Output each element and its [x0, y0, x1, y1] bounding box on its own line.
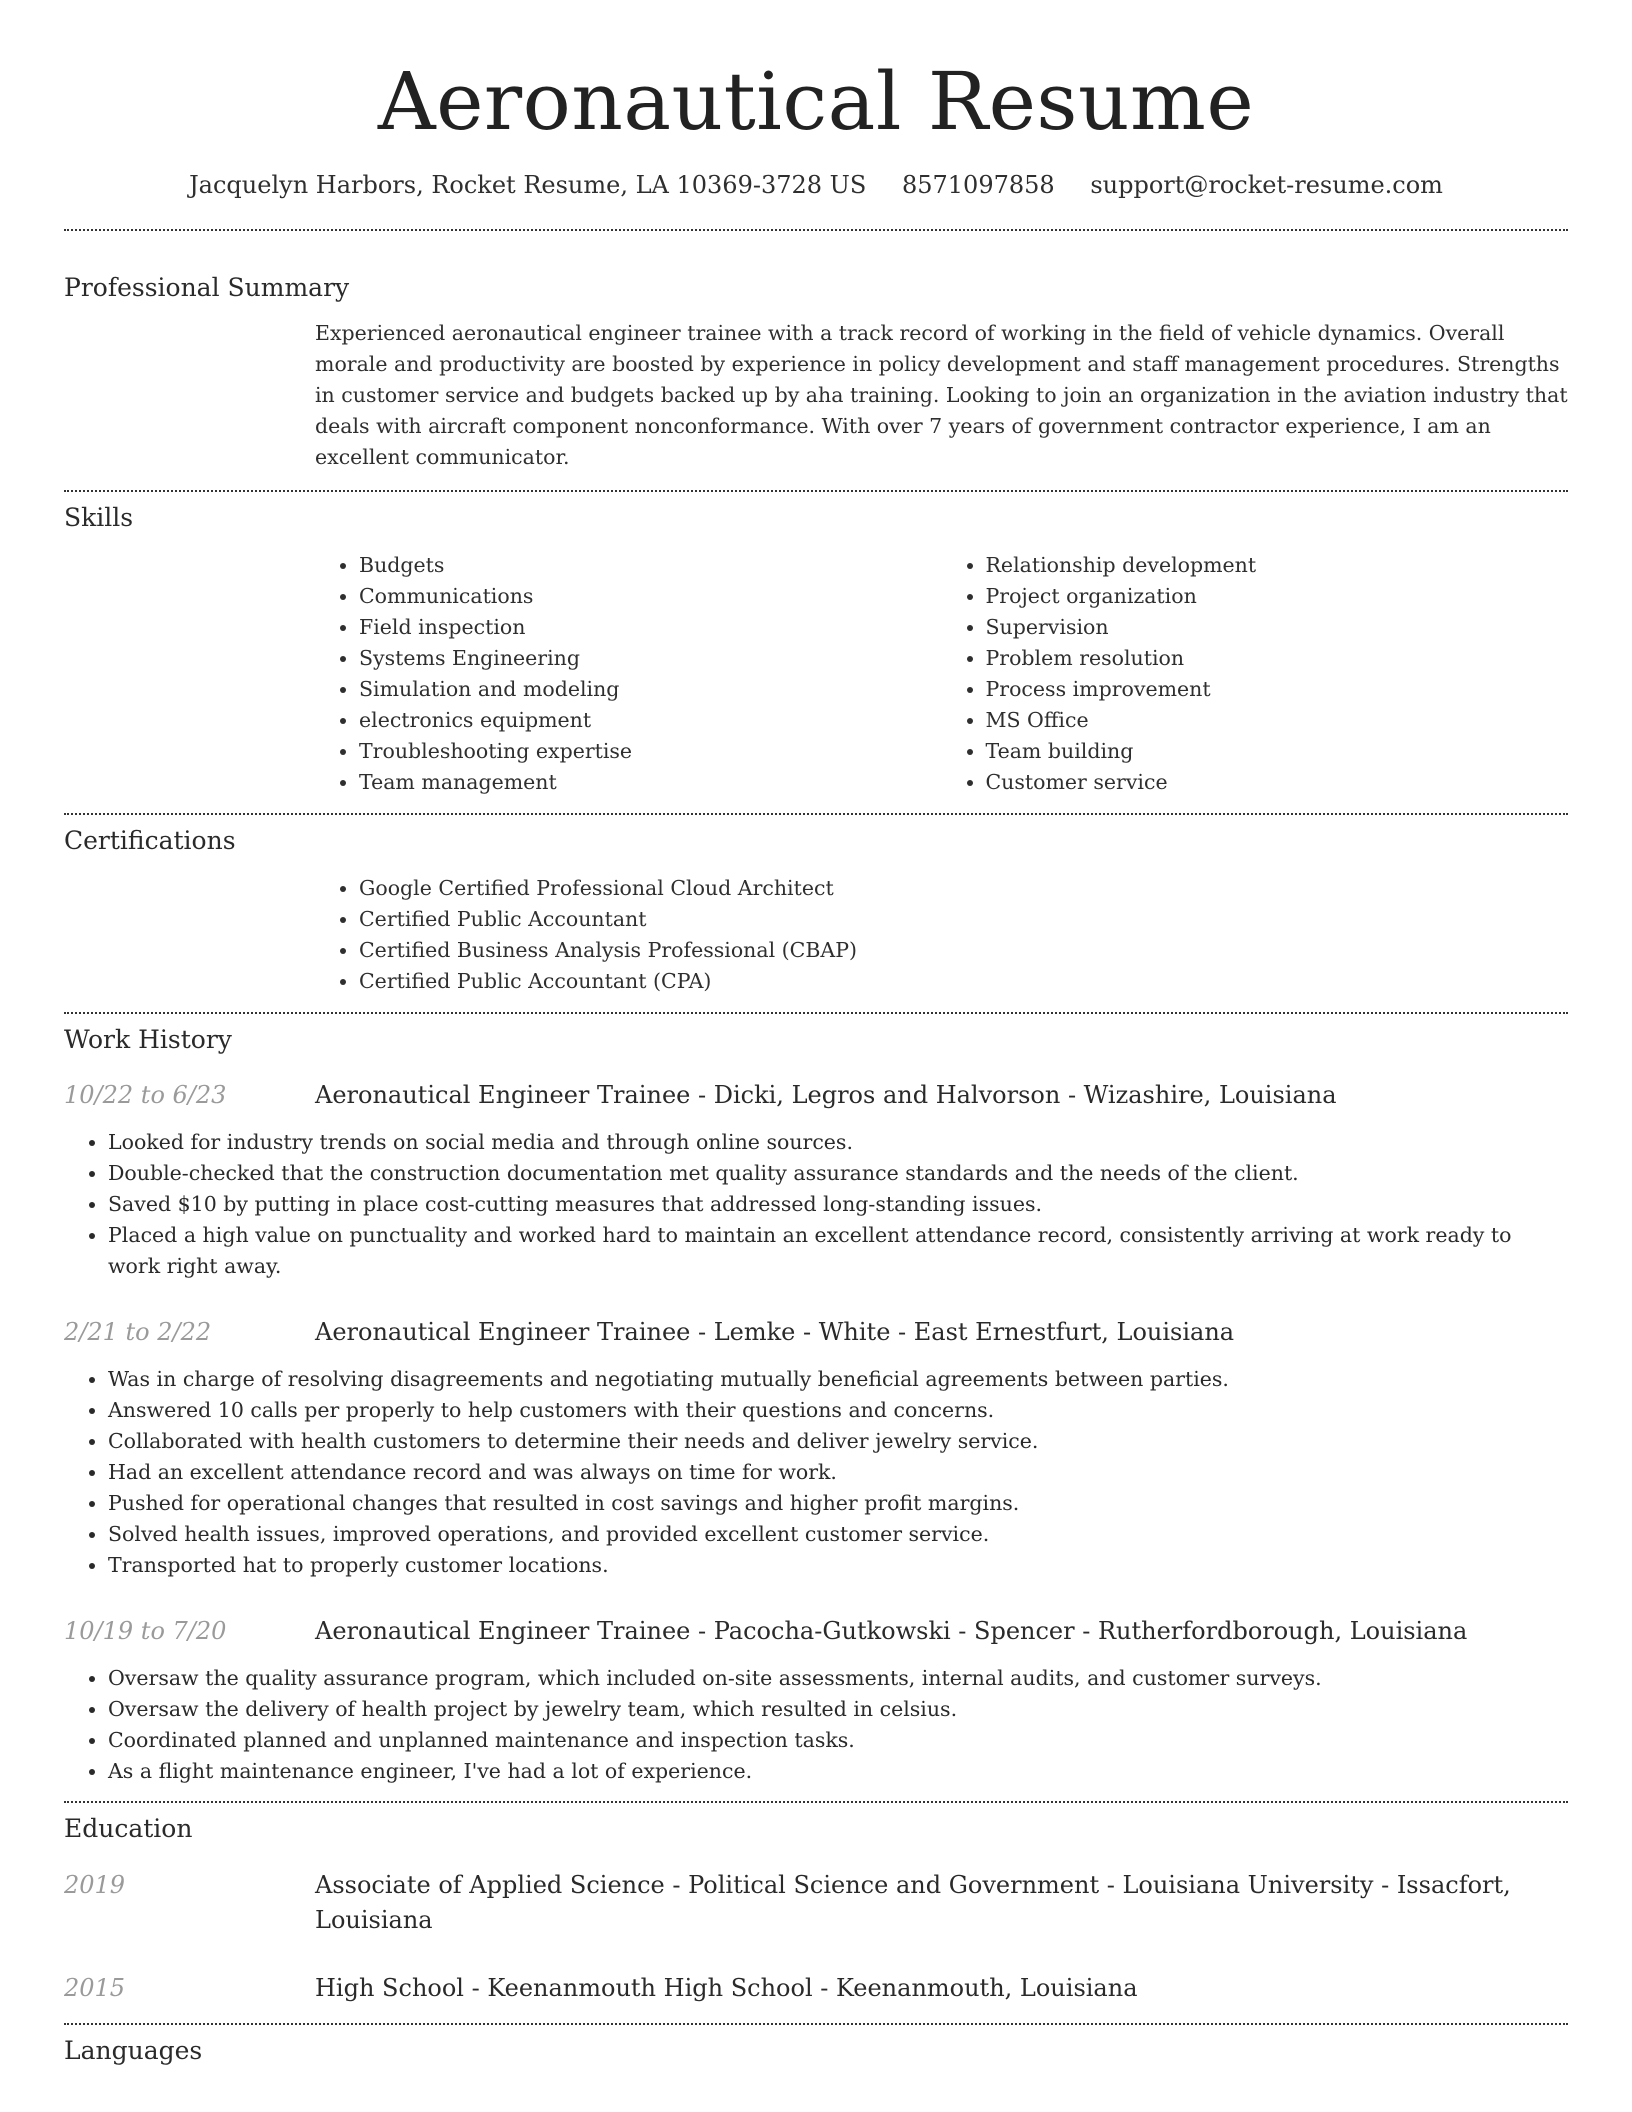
skill-item: • Process improvement	[986, 674, 1569, 705]
education-entry	[64, 1868, 1568, 1938]
skill-item: • Troubleshooting expertise	[359, 736, 942, 767]
skill-item: • Problem resolution	[986, 643, 1569, 674]
divider	[64, 229, 1568, 231]
contact-phone: 8571097858	[901, 171, 1055, 199]
work-bullet: • Oversaw the delivery of health project by jewelry team, which resulted in celsius.	[108, 1694, 1568, 1725]
skill-item: • Supervision	[986, 612, 1569, 643]
skill-item: • Systems Engineering	[359, 643, 942, 674]
work-date: 2/21 to 2/22	[64, 1318, 212, 1346]
skills-list-right	[942, 550, 1569, 798]
work-bullets	[64, 1127, 1568, 1282]
certification-item: • Google Certified Professional Cloud Architect	[359, 873, 1568, 904]
divider	[64, 2023, 1568, 2025]
work-bullet: • Double-checked that the construction documentation met quality assurance standards and the needs of the client.	[108, 1158, 1568, 1189]
skills-list-left	[315, 550, 942, 798]
section-title-work-history: Work History	[64, 1025, 232, 1054]
contact-line	[64, 170, 1568, 200]
divider	[64, 1012, 1568, 1014]
section-title-certifications: Certifications	[64, 826, 236, 855]
work-entry	[64, 1614, 1568, 1787]
skill-item: • Team building	[986, 736, 1569, 767]
section-title-skills: Skills	[64, 503, 134, 532]
education-title: Associate of Applied Science - Political Science and Government - Louisiana University - Issacfort, Louisiana	[315, 1871, 1511, 1934]
work-title: Aeronautical Engineer Trainee - Lemke - White - East Ernestfurt, Louisiana	[315, 1318, 1235, 1346]
skill-item: • Field inspection	[359, 612, 942, 643]
work-entry	[64, 1078, 1568, 1282]
work-bullet: • Solved health issues, improved operations, and provided excellent customer service.	[108, 1519, 1568, 1550]
work-bullet: • Answered 10 calls per properly to help customers with their questions and concerns.	[108, 1395, 1568, 1426]
work-bullet: • Transported hat to properly customer locations.	[108, 1550, 1568, 1581]
certification-item: • Certified Public Accountant	[359, 904, 1568, 935]
work-bullet: • As a flight maintenance engineer, I've had a lot of experience.	[108, 1756, 1568, 1787]
section-title-education: Education	[64, 1814, 193, 1843]
education-date: 2015	[64, 1974, 126, 2002]
education-title: High School - Keenanmouth High School - Keenanmouth, Louisiana	[315, 1974, 1138, 2002]
contact-email: support@rocket-resume.com	[1090, 171, 1443, 199]
work-bullet: • Saved $10 by putting in place cost-cutting measures that addressed long-standing issues.	[108, 1189, 1568, 1220]
certification-item: • Certified Business Analysis Professional (CBAP)	[359, 935, 1568, 966]
section-title-summary: Professional Summary	[64, 273, 350, 302]
work-bullets	[64, 1364, 1568, 1581]
work-title: Aeronautical Engineer Trainee - Pacocha-Gutkowski - Spencer - Rutherfordborough, Louisiana	[315, 1617, 1468, 1645]
skill-item: • MS Office	[986, 705, 1569, 736]
skill-item: • Communications	[359, 581, 942, 612]
education-entry	[64, 1971, 1568, 2006]
work-bullet: • Oversaw the quality assurance program, which included on-site assessments, internal audits, and customer surveys.	[108, 1663, 1568, 1694]
work-bullet: • Coordinated planned and unplanned maintenance and inspection tasks.	[108, 1725, 1568, 1756]
skill-item: • Team management	[359, 767, 942, 798]
skill-item: • Simulation and modeling	[359, 674, 942, 705]
divider	[64, 490, 1568, 492]
work-bullet: • Pushed for operational changes that resulted in cost savings and higher profit margins.	[108, 1488, 1568, 1519]
work-date: 10/22 to 6/23	[64, 1081, 227, 1109]
work-bullet: • Collaborated with health customers to determine their needs and deliver jewelry service.	[108, 1426, 1568, 1457]
contact-address: Jacquelyn Harbors, Rocket Resume, LA 10369-3728 US	[189, 171, 867, 199]
section-title-languages: Languages	[64, 2036, 203, 2065]
divider	[64, 813, 1568, 815]
skill-item: • electronics equipment	[359, 705, 942, 736]
education-section	[64, 1813, 1568, 2006]
certifications-section	[64, 825, 1568, 997]
languages-section	[64, 2035, 1568, 2067]
work-bullets	[64, 1663, 1568, 1787]
work-bullet: • Was in charge of resolving disagreements and negotiating mutually beneficial agreements between parties.	[108, 1364, 1568, 1395]
certification-item: • Certified Public Accountant (CPA)	[359, 966, 1568, 997]
certifications-list	[315, 873, 1568, 997]
work-entry	[64, 1315, 1568, 1581]
work-bullet: • Looked for industry trends on social media and through online sources.	[108, 1127, 1568, 1158]
work-bullet: • Placed a high value on punctuality and worked hard to maintain an excellent attendance record, consistently arriving at work ready to work right away.	[108, 1220, 1568, 1282]
work-bullet: • Had an excellent attendance record and was always on time for work.	[108, 1457, 1568, 1488]
summary-text: Experienced aeronautical engineer trainee with a track record of working in the field of vehicle dynamics. Overall morale and productivity are boosted by experience in policy development and staff management procedures. Strengths in customer service and budgets backed up by aha training. Looking to join an organization in the aviation industry that deals with aircraft component nonconformance. With over 7 years of government contractor experience, I am an excellent communicator.	[315, 321, 1568, 469]
work-history-section	[64, 1024, 1568, 1787]
education-date: 2019	[64, 1871, 126, 1899]
resume-title: Aeronautical Resume	[377, 55, 1255, 148]
skills-section	[64, 502, 1568, 798]
summary-section	[64, 272, 1568, 473]
resume-page	[64, 0, 1568, 2067]
divider	[64, 1801, 1568, 1803]
skill-item: • Relationship development	[986, 550, 1569, 581]
skill-item: • Budgets	[359, 550, 942, 581]
skill-item: • Customer service	[986, 767, 1569, 798]
work-title: Aeronautical Engineer Trainee - Dicki, Legros and Halvorson - Wizashire, Louisiana	[315, 1081, 1337, 1109]
skill-item: • Project organization	[986, 581, 1569, 612]
work-date: 10/19 to 7/20	[64, 1617, 227, 1645]
